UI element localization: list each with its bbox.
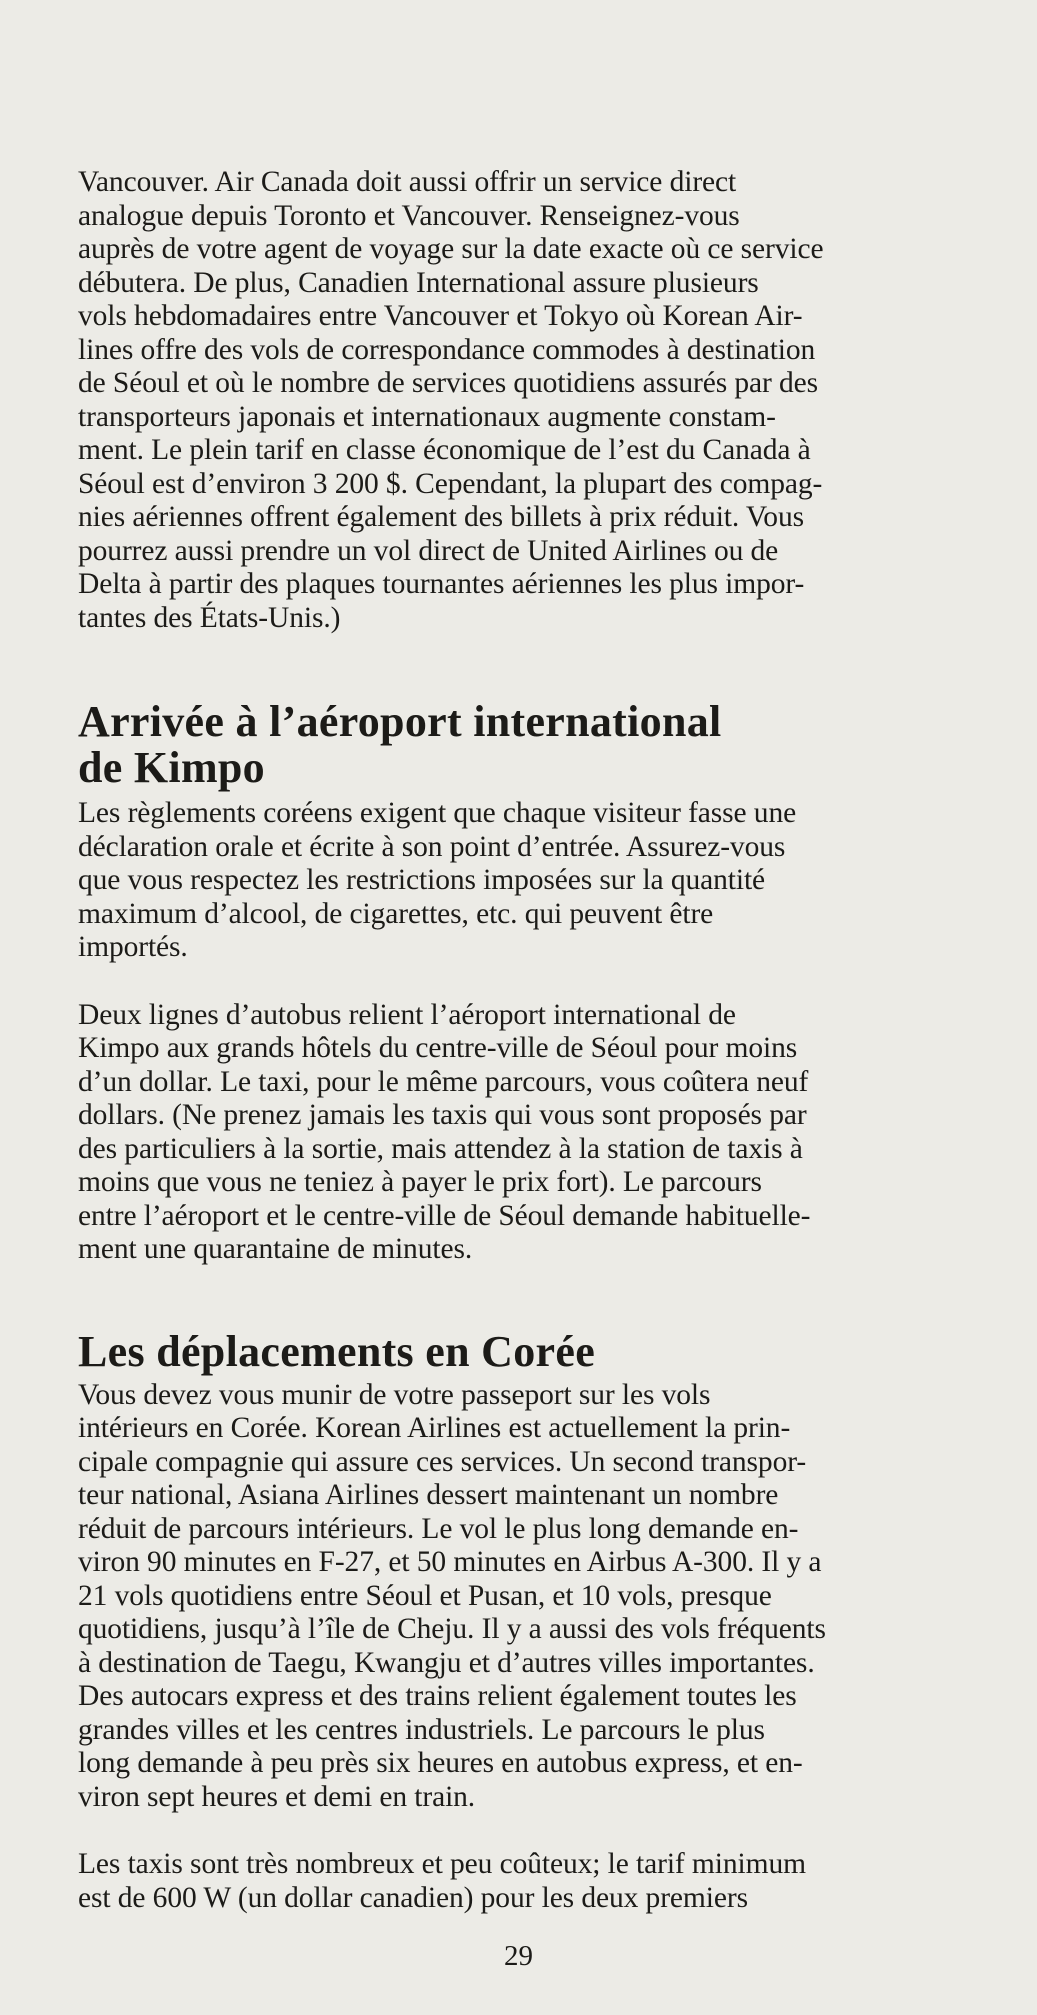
section-heading-arrivee <box>78 699 978 791</box>
text-line: des particuliers à la sortie, mais attendez à la station de taxis à <box>78 1132 803 1165</box>
arrivee-paragraph-2 <box>78 999 978 1267</box>
text-line: Vous devez vous munir de votre passeport sur les vols <box>78 1378 711 1411</box>
text-line: moins que vous ne teniez à payer le prix fort). Le parcours <box>78 1166 762 1198</box>
deplacements-paragraph-1 <box>78 1379 978 1815</box>
text-line: grandes villes et les centres industriels. Le parcours le plus <box>78 1713 765 1746</box>
text-line: teur national, Asiana Airlines dessert maintenant un nombre <box>78 1479 779 1511</box>
intro-paragraph <box>78 166 978 635</box>
text-line: que vous respectez les restrictions imposées sur la quantité <box>78 864 766 896</box>
text-line: long demande à peu près six heures en autobus express, et en- <box>78 1747 803 1779</box>
page-number: 29 <box>504 1940 533 1972</box>
text-line: quotidiens, jusqu’à l’île de Cheju. Il y a aussi des vols fréquents <box>78 1613 826 1645</box>
text-line: nies aériennes offrent également des billets à prix réduit. Vous <box>78 501 804 533</box>
text-line: dollars. (Ne prenez jamais les taxis qui vous sont proposés par <box>78 1099 807 1131</box>
text-line: réduit de parcours intérieurs. Le vol le plus long demande en- <box>78 1512 799 1545</box>
text-line: intérieurs en Corée. Korean Airlines est actuellement la prin- <box>78 1412 791 1444</box>
heading-line: de Kimpo <box>78 743 265 792</box>
text-line: pourrez aussi prendre un vol direct de United Airlines ou de <box>78 534 779 567</box>
text-line: Kimpo aux grands hôtels du centre-ville de Séoul pour moins <box>78 1032 798 1064</box>
text-line: vols hebdomadaires entre Vancouver et Tokyo où Korean Air- <box>78 300 803 332</box>
text-line: Delta à partir des plaques tournantes aériennes les plus impor- <box>78 568 805 600</box>
text-line: de Séoul et où le nombre de services quotidiens assurés par des <box>78 367 819 399</box>
text-line: déclaration orale et écrite à son point d’entrée. Assurez-vous <box>78 830 786 863</box>
text-line: lines offre des vols de correspondance commodes à destination <box>78 333 816 366</box>
text-line: 21 vols quotidiens entre Séoul et Pusan, et 10 vols, presque <box>78 1579 772 1612</box>
paragraph-spacer <box>78 1814 978 1848</box>
section-heading-deplacements <box>78 1326 978 1376</box>
text-line: importés. <box>78 931 188 963</box>
text-line: ment. Le plein tarif en classe économique de l’est du Canada à <box>78 434 811 466</box>
text-line: Séoul est d’environ 3 200 $. Cependant, la plupart des compag- <box>78 467 823 500</box>
page-content <box>78 166 978 1915</box>
heading-line: Les déplacements en Corée <box>78 1326 596 1376</box>
text-line: viron sept heures et demi en train. <box>78 1780 476 1813</box>
text-line: Les règlements coréens exigent que chaque visiteur fasse une <box>78 797 797 829</box>
heading-line: Arrivée à l’aéroport international <box>78 697 722 746</box>
text-line: maximum d’alcool, de cigarettes, etc. qui peuvent être <box>78 897 714 930</box>
text-line: tantes des États-Unis.) <box>78 601 341 634</box>
text-line: d’un dollar. Le taxi, pour le même parcours, vous coûtera neuf <box>78 1065 809 1098</box>
text-line: Des autocars express et des trains relient également toutes les <box>78 1680 797 1712</box>
arrivee-paragraph-1 <box>78 797 978 965</box>
text-line: débutera. De plus, Canadien International assure plusieurs <box>78 266 759 299</box>
deplacements-paragraph-2 <box>78 1848 978 1915</box>
text-line: auprès de votre agent de voyage sur la date exacte où ce service <box>78 233 824 265</box>
text-line: Vancouver. Air Canada doit aussi offrir un service direct <box>78 166 737 198</box>
text-line: ment une quarantaine de minutes. <box>78 1233 473 1265</box>
text-line: à destination de Taegu, Kwangju et d’autres villes importantes. <box>78 1646 815 1679</box>
text-line: viron 90 minutes en F-27, et 50 minutes en Airbus A-300. Il y a <box>78 1546 822 1578</box>
text-line: cipale compagnie qui assure ces services. Un second transpor- <box>78 1445 807 1478</box>
text-line: analogue depuis Toronto et Vancouver. Renseignez-vous <box>78 199 740 232</box>
text-line: Deux lignes d’autobus relient l’aéroport international de <box>78 998 736 1031</box>
paragraph-spacer <box>78 965 978 999</box>
text-line: entre l’aéroport et le centre-ville de Séoul demande habituelle- <box>78 1199 811 1232</box>
text-line: transporteurs japonais et internationaux augmente constam- <box>78 400 776 433</box>
text-line: est de 600 W (un dollar canadien) pour les deux premiers <box>78 1881 748 1914</box>
text-line: Les taxis sont très nombreux et peu coûteux; le tarif minimum <box>78 1848 806 1880</box>
